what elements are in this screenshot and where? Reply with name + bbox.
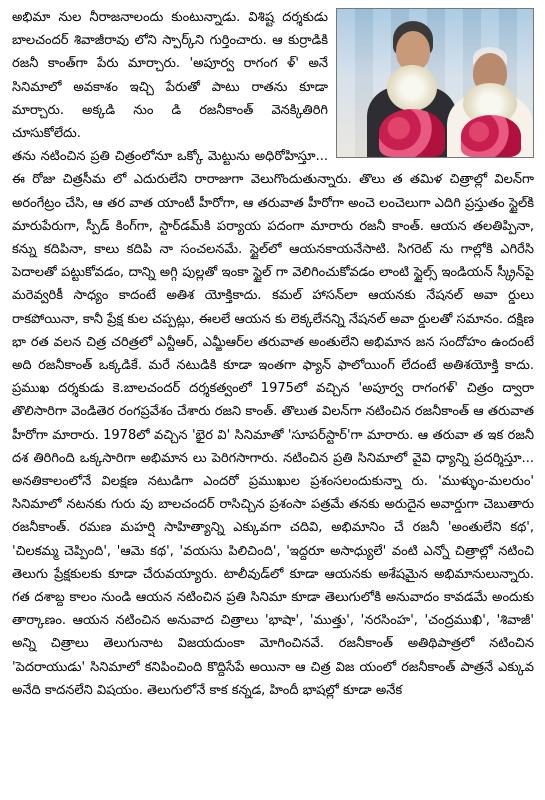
- person-left-garland: [387, 65, 437, 111]
- paragraph-1: అభిమా నుల నీరాజనాలందు కుంటున్నాడు. విశిష్ట దర్శకుడు బాలచందర్ శివాజీరావు లోని స్పార్క్‌ని గుర్తించారు. ఆ కుర్రాడికి రజనీ కాంత్‌గా పేరు మార్చారు. 'అపూర్వ రాగంగ ళ్' అనే సినిమాలో అవకాశం ఇచ్చి పేరుతో పాటు రాతను కూడా మార్చారు. అక్కడి నుం డి రజనీకాంత్ వెనక్కితిరిగి చూసుకోలేదు.: [12, 10, 328, 142]
- person-right-flower-bouquet: [461, 115, 521, 157]
- article: [12, 6, 534, 702]
- photo-person-left: [367, 17, 457, 157]
- paragraph-2: తను నటించిన ప్రతి చిత్రంలోనూ ఒక్కో మెట్టును అధిరోహిస్తూ... ఈ రోజు చిత్రసీమ లో ఎదురులేని రారాజుగా వెలుగొందుతున్నారు. తొలు త తమిళ చిత్రాల్లో విలన్‌గా అరంగేట్రం చేసి, ఆ తర వాత యాంటీ హీరోగా, ఆ తరువాత హీరోగా అంచె లంచెలుగా ఎదిగి ప్రస్తుతం స్టైల్‌కి మారుపేరుగా, స్పీడ్ కింగ్‌గా, స్టార్‌డమ్‌కి పర్యాయ పదంగా మారారు రజనీ కాంత్. ఆయన తలతిప్పినా, కన్ను కదిపినా, కాలు కదిపి నా సంచలనమే. స్టైల్‌లో ఆయనకాయనేసాటి. సిగరెట్ ను గాల్లోకి ఎగిరేసి పెదాలతో పట్టుకోవడం, దాన్ని అగ్గి పుల్లతో ఇంకా స్టైల్ గా వెలిగించుకోవడం లాంటి స్టైల్స్ ఇండియన్ స్క్రీన్‌పై మరెవ్వరికీ సాధ్యం కాదంటే అతిశ యోక్తికాదు. కమల్ హాసన్‌లా ఆయనకు నేషనల్ అవా ర్డులు రాకపోయినా, కానీ ప్రేక్ష కుల చప్పట్లు, ఈలలే ఆయన కు లెక్కలేనన్ని నేషనల్ అవా ర్డులతో సమానం. దక్షిణ భా రత వలన చిత్ర చరిత్రలో ఎన్టీఆర్, ఎమ్జీఆర్‌ల తరువాత అంతులేని అభిమాన జన సందోహం ఉందంటే అది రజనీకాంత్ ఒక్కడికే. మరే నటుడికి కూడా ఇంతగా ఫ్యాన్ ఫాలోయింగ్ లేదంటే అతిశయోక్తి కాదు. ప్రముఖ దర్శకుడు కె.బాలచందర్ దర్శకత్వంలో 1975లో వచ్చిన 'అపూర్వ రాగంగళ్' చిత్రం ద్వారా తొలిసారిగా వెండితెర రంగప్రవేశం చేశారు రజని కాంత్. తొలుత విలన్‌గా నటించిన రజనీకాంత్ ఆ తరువాత హీరోగా మారారు. 1978లో వచ్చిన 'భైర వి' సినిమాతో 'సూపర్‌స్టార్'గా మారారు. ఆ తరువా త ఇక రజనీ దశ తిరిగింది ఒక్కసారిగా అభిమాన లు పెరిగసాగారు. నటించిన ప్రతి సినిమాలో వైవి ధ్యాన్ని ప్రదర్శిస్తూ... అనతికాలంలోనే విలక్షణ నటుడిగా ఎందరో ప్రముఖుల ప్రశంసలందుకున్నా రు. 'ముళ్ళుం-మలరుం' సినిమాలో నటనకు గురు వు బాలచందర్ రాసిచ్చిన ప్రశంసా పత్రమే తనకు అరుదైన అవార్డుగా చెబుతారు రజనీకాంత్. రమణ మహర్షి సాహిత్యాన్ని ఎక్కువగా చదివి, అభిమానిం చే రజనీ 'అంతులేని కథ', 'చిలకమ్మ చెప్పింది', 'ఆమె కథ', 'వయసు పిలిచింది', 'ఇద్దరూ అసాధ్యులే' వంటి ఎన్నో చిత్రాల్లో నటించి తెలుగు ప్రేక్షకులకు కూడా చేరువయ్యారు. టాలీవుడ్‌లో కూడా ఆయనకు అశేషమైన అభిమానులున్నారు. గత దశాబ్ద కాలం నుండి ఆయన నటించిన ప్రతి సినిమా కూడా తెలుగులోకి అనువాదం కావడమే అందుకు తార్కాణం. ఆయన నటించిన అనువాద చిత్రాలు 'భాషా', 'ముత్తు', 'నరసింహ', 'చంద్రముఖి', 'శివాజీ' అన్ని చిత్రాలు తెలుగునాట విజయదుంకా మోగించినవే. రజనీకాంత్ అతిథిపాత్రలో నటించిన 'పెదరాయుడు' సినిమాలో కనిపించింది కొద్దిసేపే అయినా ఆ చిత్ర విజ యంలో రజనీకాంత్ పాత్రనే ఎక్కువ అనేది కాదనలేని విషయం. తెలుగులోనే కాక కన్నడ, హిందీ భాషల్లో కూడా అనేక: [12, 149, 534, 698]
- article-photo: [336, 8, 534, 158]
- person-left-flower-bouquet: [379, 109, 445, 157]
- photo-person-right: [447, 37, 533, 157]
